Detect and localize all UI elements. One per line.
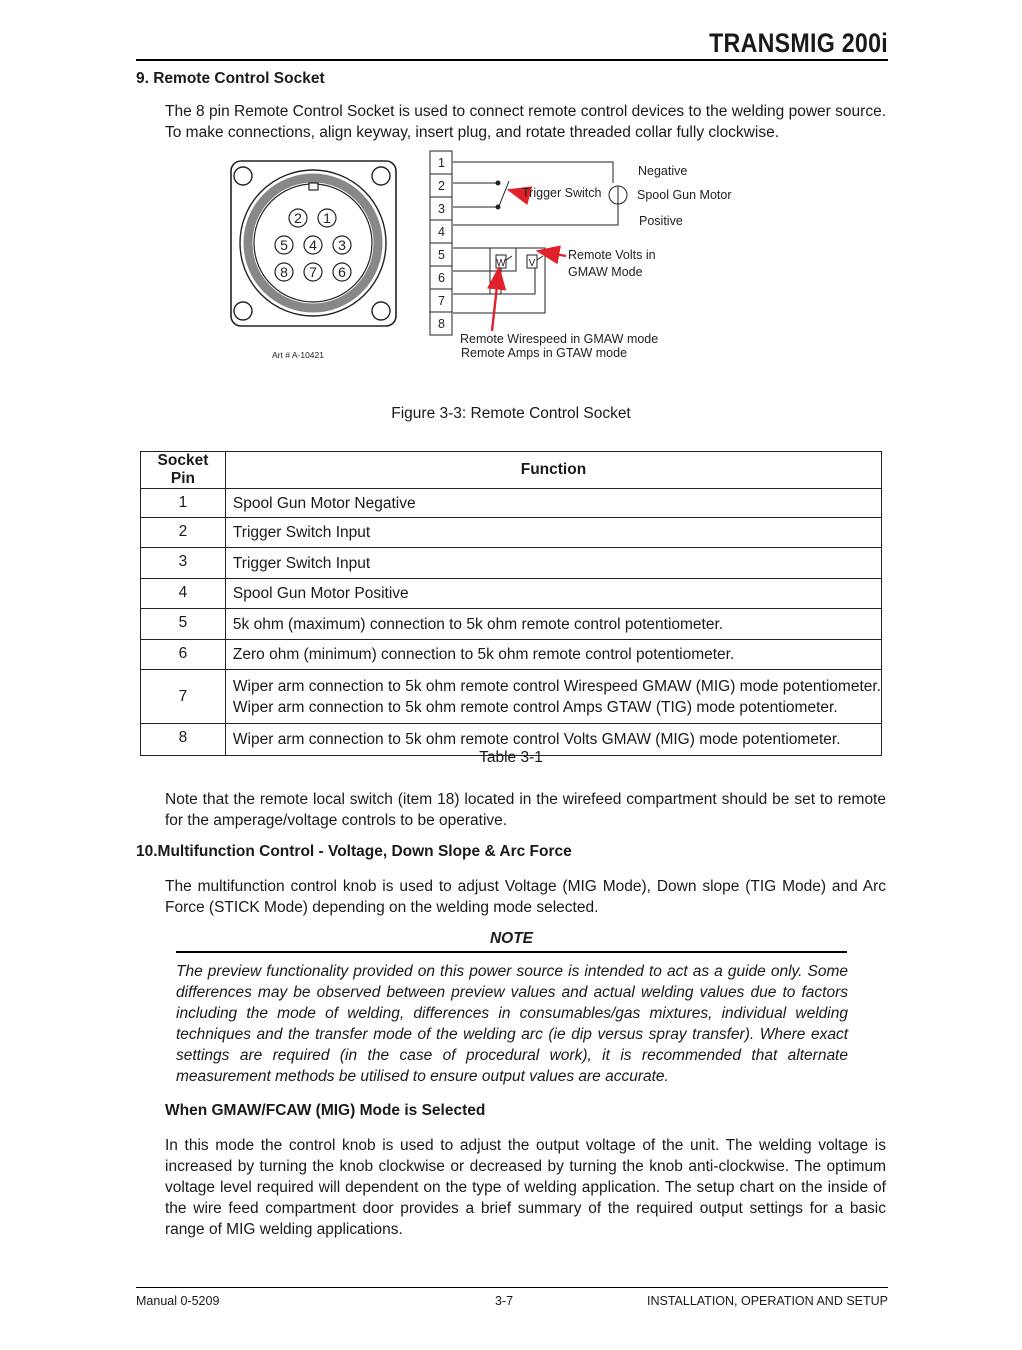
section-9-heading: 9. Remote Control Socket — [136, 70, 325, 87]
function-line-1: Wiper arm connection to 5k ohm remote control Wirespeed GMAW (MIG) mode potentiometer. — [232, 677, 881, 695]
function-cell: Wiper arm connection to 5k ohm remote control Volts GMAW (MIG) mode potentiometer. — [225, 724, 881, 756]
table-row — [141, 609, 882, 640]
pin-cell: 3 — [141, 548, 226, 579]
note-title: NOTE — [489, 930, 534, 947]
remote-switch-note: Note that the remote local switch (item 18) located in the wirefeed compartment should be set to remote for the amperage/voltage controls to be operative. — [165, 791, 886, 829]
label-wirespeed: Remote Wirespeed in GMAW mode — [460, 332, 659, 346]
pot-w-label: W — [496, 258, 506, 269]
function-cell: Trigger Switch Input — [225, 518, 881, 548]
table-row — [141, 579, 882, 609]
label-amps: Remote Amps in GTAW mode — [461, 346, 628, 360]
function-cell: Spool Gun Motor Positive — [225, 579, 881, 609]
label-trigger-switch: Trigger Switch — [522, 186, 602, 200]
socket-pin-number: 7 — [309, 264, 317, 280]
gmaw-paragraph: In this mode the control knob is used to adjust the output voltage of the unit. The welding voltage is increased by turning the knob clockwise or decreased by turning the knob anti-clockwise. The optimum voltage level required will dependent on the type of welding application. The setup chart on the inside of the wire feed compartment door provides a brief summary of the required output settings for a basic range of MIG welding applications. — [165, 1137, 886, 1238]
terminal-number: 6 — [438, 271, 445, 285]
table-caption: Table 3-1 — [479, 749, 543, 766]
socket-pin-number: 3 — [338, 237, 346, 253]
footer-section-name: INSTALLATION, OPERATION AND SETUP — [646, 1294, 888, 1308]
function-cell: Trigger Switch Input — [225, 548, 881, 579]
pin-cell: 8 — [141, 724, 226, 756]
function-cell: Zero ohm (minimum) connection to 5k ohm remote control potentiometer. — [225, 640, 881, 670]
gmaw-heading: When GMAW/FCAW (MIG) Mode is Selected — [165, 1102, 486, 1119]
footer-manual-number: Manual 0-5209 — [136, 1294, 220, 1308]
col-header-function: Function — [225, 452, 881, 489]
table-row — [141, 489, 882, 518]
note-body: The preview functionality provided on this power source is intended to act as a guide only. Some differences may be observed between preview values and actual welding values due to factors including the mode of welding, differences in consumables/gas mixtures, individual welding techniques and the transfer mode of the welding arc (ie dip versus spray transfer). Where exact settings are required (in the case of procedural work), it is recommended that alternate measurement methods be utilised to ensure output values are accurate. — [176, 963, 848, 1085]
pot-v-label: V — [528, 258, 536, 269]
label-remote-volts-2: GMAW Mode — [568, 265, 643, 279]
pin-cell: 2 — [141, 518, 226, 548]
footer-rule — [136, 1287, 888, 1288]
pin-cell: 4 — [141, 579, 226, 609]
socket-pin-number: 1 — [323, 210, 331, 226]
pin-cell: 5 — [141, 609, 226, 640]
terminal-number: 3 — [438, 202, 445, 216]
table-row — [141, 548, 882, 579]
function-line-2: Wiper arm connection to 5k ohm remote control Amps GTAW (TIG) mode potentiometer. — [232, 698, 838, 716]
figure-caption: Figure 3-3: Remote Control Socket — [391, 405, 631, 422]
terminal-number: 4 — [438, 225, 445, 239]
terminal-number: 5 — [438, 248, 445, 262]
socket-pin-number: 2 — [294, 210, 302, 226]
label-negative: Negative — [638, 164, 688, 178]
col-header-socket-pin: Socket Pin — [141, 452, 226, 489]
footer-page-number: 3-7 — [494, 1294, 514, 1308]
terminal-strip — [430, 151, 452, 335]
label-remote-volts-1: Remote Volts in — [568, 248, 656, 262]
pin-cell: 7 — [141, 670, 226, 724]
pin-cell: 1 — [141, 489, 226, 518]
pin-cell: 6 — [141, 640, 226, 670]
terminal-number: 2 — [438, 179, 445, 193]
section-9-paragraph: The 8 pin Remote Control Socket is used to connect remote control devices to the welding power source. To make connections, align keyway, insert plug, and rotate threaded collar fully clockwise. — [165, 103, 886, 141]
terminal-number: 7 — [438, 294, 445, 308]
socket-pin-number: 4 — [309, 237, 317, 253]
section-10-paragraph: The multifunction control knob is used to adjust Voltage (MIG Mode), Down slope (TIG Mode) and Arc Force (STICK Mode) depending on the welding mode selected. — [165, 878, 886, 916]
section-10-heading: 10.Multifunction Control - Voltage, Down Slope & Arc Force — [136, 843, 572, 860]
socket-pin-number: 5 — [280, 237, 288, 253]
remote-socket-diagram — [220, 148, 732, 373]
function-cell: Spool Gun Motor Negative — [225, 489, 881, 518]
wiring — [453, 162, 627, 313]
table-row — [141, 670, 882, 724]
table-row — [141, 640, 882, 670]
socket-pin-table — [140, 451, 882, 756]
terminal-number: 8 — [438, 317, 445, 331]
function-cell: 5k ohm (maximum) connection to 5k ohm remote control potentiometer. — [225, 609, 881, 640]
header-rule — [136, 59, 888, 61]
art-number: Art # A-10421 — [272, 350, 324, 360]
label-positive: Positive — [639, 214, 683, 228]
terminal-number: 1 — [438, 156, 445, 170]
note-rule — [176, 951, 847, 953]
table-row — [141, 518, 882, 548]
socket-pin-number: 8 — [280, 264, 288, 280]
socket-pin-number: 6 — [338, 264, 346, 280]
function-cell — [225, 670, 881, 724]
document-title: TRANSMIG 200i — [709, 28, 888, 58]
label-spool-gun-motor: Spool Gun Motor — [637, 188, 732, 202]
